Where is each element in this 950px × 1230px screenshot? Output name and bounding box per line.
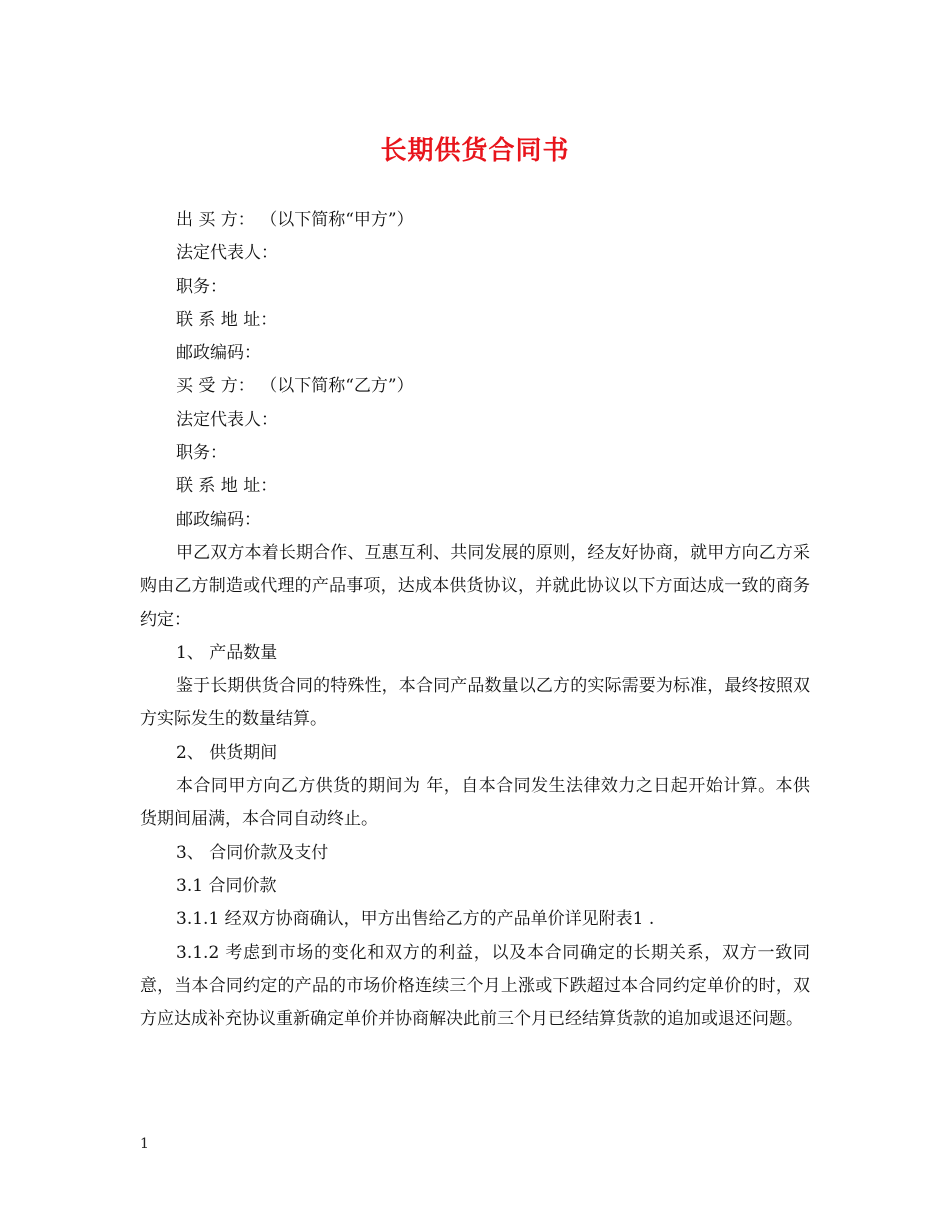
party-line: 邮政编码： bbox=[176, 343, 261, 364]
section-heading: 1、 产品数量 bbox=[176, 642, 278, 663]
party-line: 联 系 地 址： bbox=[176, 476, 278, 497]
party-line: 买 受 方： （以下简称“乙方”） bbox=[176, 376, 414, 397]
document-title: 长期供货合同书 bbox=[380, 136, 570, 166]
section-paragraph: 鉴于长期供货合同的特殊性，本合同产品数量以乙方的实际需要为标准，最终按照双方实际发生的数量结算。 bbox=[140, 676, 810, 730]
party-line: 职务： bbox=[176, 443, 227, 464]
party-line: 邮政编码： bbox=[176, 509, 261, 530]
party-line: 法定代表人： bbox=[176, 409, 278, 430]
subsection-heading: 3.1 合同价款 bbox=[176, 875, 277, 896]
clause-paragraph: 3.1.2 考虑到市场的变化和双方的利益，以及本合同确定的长期关系，双方一致同意，当本合同约定的产品的市场价格连续三个月上涨或下跌超过本合同约定单价的时，双方应达成补充协议重新确定单价并协商解决此前三个月已经结算货款的追加或退还问题。 bbox=[140, 942, 810, 1030]
clause-paragraph: 3.1.1 经双方协商确认，甲方出售给乙方的产品单价详见附表1 . bbox=[176, 909, 655, 930]
intro-paragraph: 甲乙双方本着长期合作、互惠互利、共同发展的原则，经友好协商，就甲方向乙方采购由乙方制造或代理的产品事项，达成本供货协议，并就此协议以下方面达成一致的商务约定： bbox=[140, 542, 810, 630]
party-line: 法定代表人： bbox=[176, 243, 278, 264]
page-number: 1 bbox=[140, 1136, 149, 1152]
section-heading: 2、 供货期间 bbox=[176, 742, 278, 763]
party-line: 出 买 方： （以下简称“甲方”） bbox=[176, 210, 414, 230]
section-heading: 3、 合同价款及支付 bbox=[176, 842, 329, 863]
section-paragraph: 本合同甲方向乙方供货的期间为 年，自本合同发生法律效力之日起开始计算。本供货期间届满，本合同自动终止。 bbox=[140, 776, 810, 830]
party-line: 联 系 地 址： bbox=[176, 309, 278, 330]
document-body bbox=[140, 204, 810, 1036]
party-line: 职务： bbox=[176, 276, 227, 297]
